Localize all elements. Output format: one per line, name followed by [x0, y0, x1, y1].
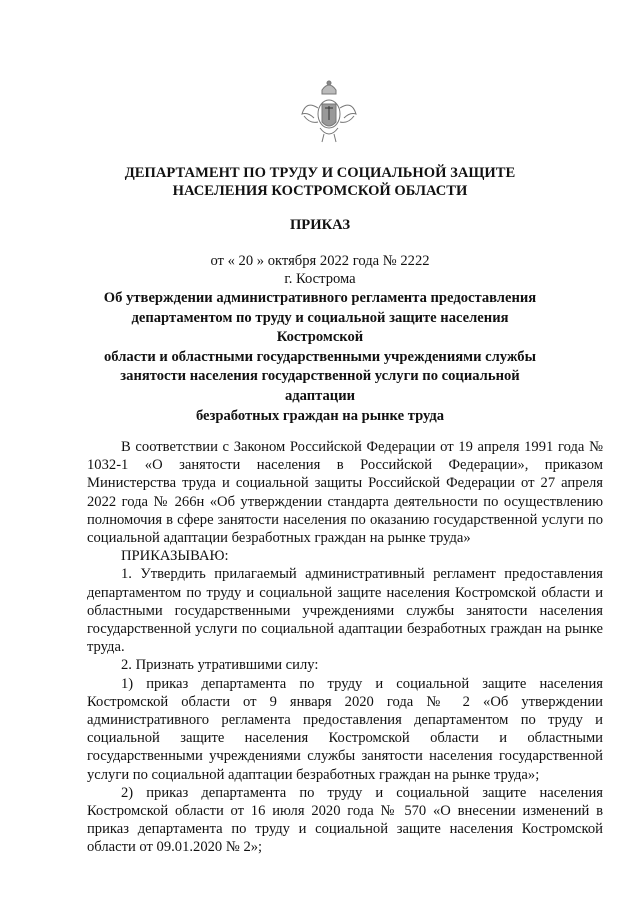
document-type: ПРИКАЗ — [289, 217, 351, 233]
title-line: безработных граждан на рынке труда — [195, 407, 445, 424]
title-line: департаментом по труду и социальной защите населения Костромской — [131, 309, 509, 346]
order-item: 1) приказ департамента по труду и социальной защите населения Костромской области от 9 января 2020 года № 2 «Об утверждении административного регламента предоставления департаментом по труду и социальной защите населения Костромской области и областными государственными учреждениями службы занятости населения государственной услуги по социальной адаптации безработных граждан на рынке труда»; — [87, 675, 603, 783]
coat-of-arms-icon — [300, 78, 358, 144]
document-title — [92, 289, 548, 426]
preamble-paragraph: В соответствии с Законом Российской Федерации от 19 апреля 1991 года № 1032-1 «О занятости населения в Российской Федерации», приказом Министерства труда и социальной защиты Российской Федерации от 27 апреля 2022 года № 266н «Об утверждении стандарта деятельности по осуществлению полномочия в сфере занятости населения по оказанию государственной услуги по социальной адаптации безработных граждан на рынке труда» — [87, 439, 603, 547]
document-date: от « 20 » октября 2022 года № 2222 — [210, 253, 430, 269]
title-line: Об утверждении административного регламента предоставления — [103, 290, 537, 306]
document-city: г. Кострома — [284, 271, 356, 287]
order-word: ПРИКАЗЫВАЮ: — [121, 548, 229, 565]
department-name-line1: ДЕПАРТАМЕНТ ПО ТРУДУ И СОЦИАЛЬНОЙ ЗАЩИТЕ — [124, 165, 516, 181]
title-line: области и областными государственными учреждениями службы — [104, 348, 536, 365]
order-item: 2) приказ департамента по труду и социальной защите населения Костромской области от 16 июля 2020 года № 570 «О внесении изменений в приказ департамента по труду и социальной защите населения Костромской области от 09.01.2020 № 2»; — [87, 784, 603, 856]
title-line: занятости населения государственной услуги по социальной адаптации — [120, 368, 520, 404]
order-item: 1. Утвердить прилагаемый административный регламент предоставления департаментом по труду и социальной защите населения Костромской области и областными государственными учреждениями службы занятости населения государственной услуги по социальной адаптации безработных граждан на рынке труда. — [87, 566, 603, 656]
document-body — [87, 438, 603, 857]
department-name-line2: НАСЕЛЕНИЯ КОСТРОМСКОЙ ОБЛАСТИ — [172, 183, 468, 199]
order-item: 2. Признать утратившими силу: — [121, 657, 319, 674]
